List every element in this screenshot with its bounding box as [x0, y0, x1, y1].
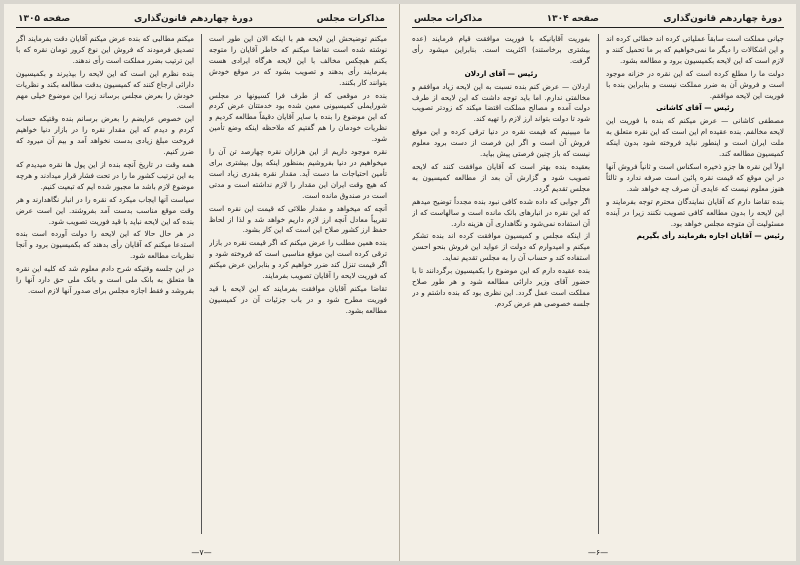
paragraph: این خصوص عرایضم را بعرض برسانم بنده وقتیکه حساب کردم و دیدم که این مقدار نقره را در بازار دنیا خواهیم فروخت مبلغ زیادی بدست نخواهد آمد و بیم آن میرود که ضرر کنیم. [16, 114, 194, 157]
speaker-heading: رئیس — آقای کاشانی [656, 103, 734, 113]
paragraph: ما میبینیم که قیمت نقره در دنیا ترقی کرده و این موقع فروش آن است و اگر این فرصت از دست برود معلوم نیست که باز چنین فرصتی پیش بیاید. [412, 127, 590, 159]
paragraph: در هر حال حالا که این لایحه را دولت آورده است بنده استدعا میکنم که آقایان رأی بدهند که بکمیسیون برود و آنجا نظریات مطالعه شود. [16, 229, 194, 261]
left-section-title: مذاکرات مجلس [316, 14, 385, 24]
left-page-header [16, 10, 387, 28]
right-section-title: مذاکرات مجلس [414, 14, 483, 24]
paragraph: بفوریت آقایانیکه با فوریت موافقت قیام فرمایند (عده بیشتری برخاستند) اکثریت است. بنابراین میشود رأی گرفت. [412, 34, 590, 65]
left-page-column-left [16, 34, 194, 534]
left-page-column-right [209, 34, 387, 534]
paragraph: بنده عقیده دارم که این موضوع را بکمیسیون برگردانند تا با حضور آقای وزیر دارائی مطالعه شود و هر طور صلاح مملکت است عمل گردد. این نظری بود که بنده داشتم و در جلسه خصوصی هم عرض کردم. [412, 266, 590, 308]
book-spread [4, 4, 796, 561]
column-divider [201, 34, 202, 534]
left-page-label: صفحه ۱۳۰۵ [18, 14, 71, 24]
speaker-heading: رئیس — آقای اردلان [464, 68, 538, 78]
right-page-column-right [606, 34, 784, 534]
left-folio: —۷— [191, 548, 212, 557]
column-divider [598, 34, 599, 534]
paragraph: بنده همین مطلب را عرض میکنم که اگر قیمت نقره در بازار ترقی کرده است این موقع مناسبی است که فروخته شود و اگر قیمت تنزل کند ضرر خواهیم کرد و بنابراین عرض میکنم که فوریت لایحه را آقایان تصویب بفرمایند. [209, 238, 387, 281]
paragraph: اگر جوابی که داده شده کافی نبود بنده مجدداً توضیح میدهم که این نقره در انبارهای بانک مانده است و سالهاست که از آن استفاده نمی‌شود و نگاهداری آن هزینه دارد. [412, 196, 590, 228]
left-page [4, 4, 400, 561]
right-page-label: صفحه ۱۳۰۴ [546, 14, 599, 24]
right-book-title: دورهٔ چهاردهم قانون‌گذاری [663, 14, 782, 24]
paragraph: میکنم مطالبی که بنده عرض میکنم آقایان دقت بفرمایند اگر تصدیق فرمودند که فروش این نوع کرور تومان نقره که با این ترتیب بضرر مملکت است رأی ندهند. [16, 34, 194, 65]
paragraph: در این جلسه وقتیکه شرح دادم معلوم شد که کلیه این نقره ها متعلق به بانک ملی است و بانک ملی حق دارد آنها را بفروشد و فقط اجازه مجلس برای صدور آنها لازم است. [16, 264, 194, 295]
paragraph: بنده در موقعی که از طرف فرا کسیونها در مجلس شورایملی کمیسیونی معین شده بود خدمتتان عرض کردم که این موضوع را بنده با سایر آقایان دقیقاً مطالعه کردیم و نظریات خودمان را هم گفتیم که ملاحظه اینکه وضع تأمین شود. [209, 90, 387, 144]
paragraph: اولاً این نقره ها جزو ذخیره اسکناس است و ثانیاً فروش آنها در این موقع که قیمت نقره پائین است صرفه ندارد و ثالثاً هنوز معلوم نیست که عایدی آن صرف چه خواهد شد. [606, 161, 784, 193]
paragraph: نقره موجود داریم از این هزاران نقره چهارصد تن آن را میخواهیم در دنیا بفروشیم بمنظور اینکه پول بیشتری برای تأمین احتیاجات ما دست آید. مقدار نقره بقدری زیاد است که هیچ وقت ایران این مقدار را لازم نداشته است و مدتی است در صندوق مانده است. [209, 147, 387, 200]
paragraph: تقاضا میکنم آقایان موافقت بفرمایند که این لایحه با قید فوریت مطرح شود و در باب جزئیات آن در کمیسیون مطالعه بشود. [209, 283, 387, 315]
paragraph: بنده نظرم این است که این لایحه را بپذیرند و بکمیسیون دارائی ارجاع کنند که کمیسیون بدقت مطالعه بکند و نظریات خودش را بعرض مجلس برساند زیرا این موضوع خیلی مهم است. [16, 68, 194, 111]
right-page [400, 4, 796, 561]
paragraph: جیانی مملکت است سابقاً عملیاتی کرده اند خطائی کرده اند و این اشکالات را دیگر ما نمی‌خواهیم که بر ما تحمیل کنند و لازم است که این لایحه بکمیسیون برود و مطالعه بشود. [606, 34, 784, 65]
paragraph: مصطفی کاشانی — عرض میکنم که بنده با فوریت این لایحه مخالفم. بنده عقیده ام این است که این نقره متعلق به ملت ایران است و اینطور نباید فروخته شود بدون اینکه کمیسیون مطالعه کند. [606, 116, 784, 159]
paragraph: دولت ما را مطلع کرده است که این نقره در خزانه موجود است و فروش آن به ضرر مملکت نیست و بنابراین بنده با فوریت این لایحه موافقم. [606, 68, 784, 100]
paragraph: از اینکه مجلس و کمیسیون موافقت کرده اند بنده تشکر میکنم و امیدوارم که دولت از عواید این فروش بنحو احسن استفاده کند و حساب آن را به مجلس تقدیم نماید. [412, 231, 590, 263]
left-page-columns [16, 34, 387, 534]
left-book-title: دورهٔ چهاردهم قانون‌گذاری [134, 14, 253, 24]
paragraph: بنده تقاضا دارم که آقایان نمایندگان محترم توجه بفرمایند و این لایحه را بدون مطالعه کافی تصویب نکنند زیرا در آینده مسئولیت آن متوجه مجلس خواهد بود. [606, 196, 784, 228]
paragraph: اردلان — عرض کنم بنده نسبت به این لایحه زیاد موافقم و مخالفتی ندارم. اما باید توجه داشت که این لایحه از طرف دولت آمده و مصالح مملکت اقتضا میکند که زودتر تصویب شود تا دولت بتواند ارز لازم را تهیه کند. [412, 81, 590, 124]
right-page-columns [412, 34, 784, 534]
right-folio: —۶— [587, 548, 609, 557]
right-page-column-left [412, 34, 590, 534]
paragraph: میکنم توضیحش این لایحه هم با اینکه الان این طور است نوشته شده است تقاضا میکنم که خاطر آقایان را متوجه بکنم هیچکس مخالف با این لایحه هرگاه ایرادی هست بفرمایند رأی بدهند و تصویب بشود که در موقع خودش بتوانند کار بکنند. [209, 34, 387, 87]
paragraph: آنچه که میخواهد و مقدار طلائی که قیمت این نقره است تقریباً معادل آنچه ارز لازم داریم خواهد شد و لذا از لحاظ حفظ ارز کشور صلاح این است که این کار بشود. [209, 203, 387, 235]
paragraph: همه وقت در تاریخ آنچه بنده از این پول ها نقره میدیدم که به این ترتیب کشور ما را در تحت فشار قرار میدادند و هرچه موضوع لازم باشد ما مجبور شده ایم که تبعیت کنیم. [16, 159, 194, 191]
right-page-header [412, 10, 784, 28]
paragraph: بعقیده بنده بهتر است که آقایان موافقت کنند که لایحه تصویب شود و گزارش آن بعد از مطالعه کمیسیون به مجلس تقدیم گردد. [412, 161, 590, 193]
speaker-line: رئیس — آقایان اجازه بفرمایند رأی بگیریم [636, 231, 784, 241]
paragraph: سیاست آنها ایجاب میکرد که نقره را در انبار نگاهدارند و هر وقت موقع مناسب بدست آمد بفروشند. این است عرض بنده که این لایحه نباید با قید فوریت تصویب شود. [16, 194, 194, 226]
